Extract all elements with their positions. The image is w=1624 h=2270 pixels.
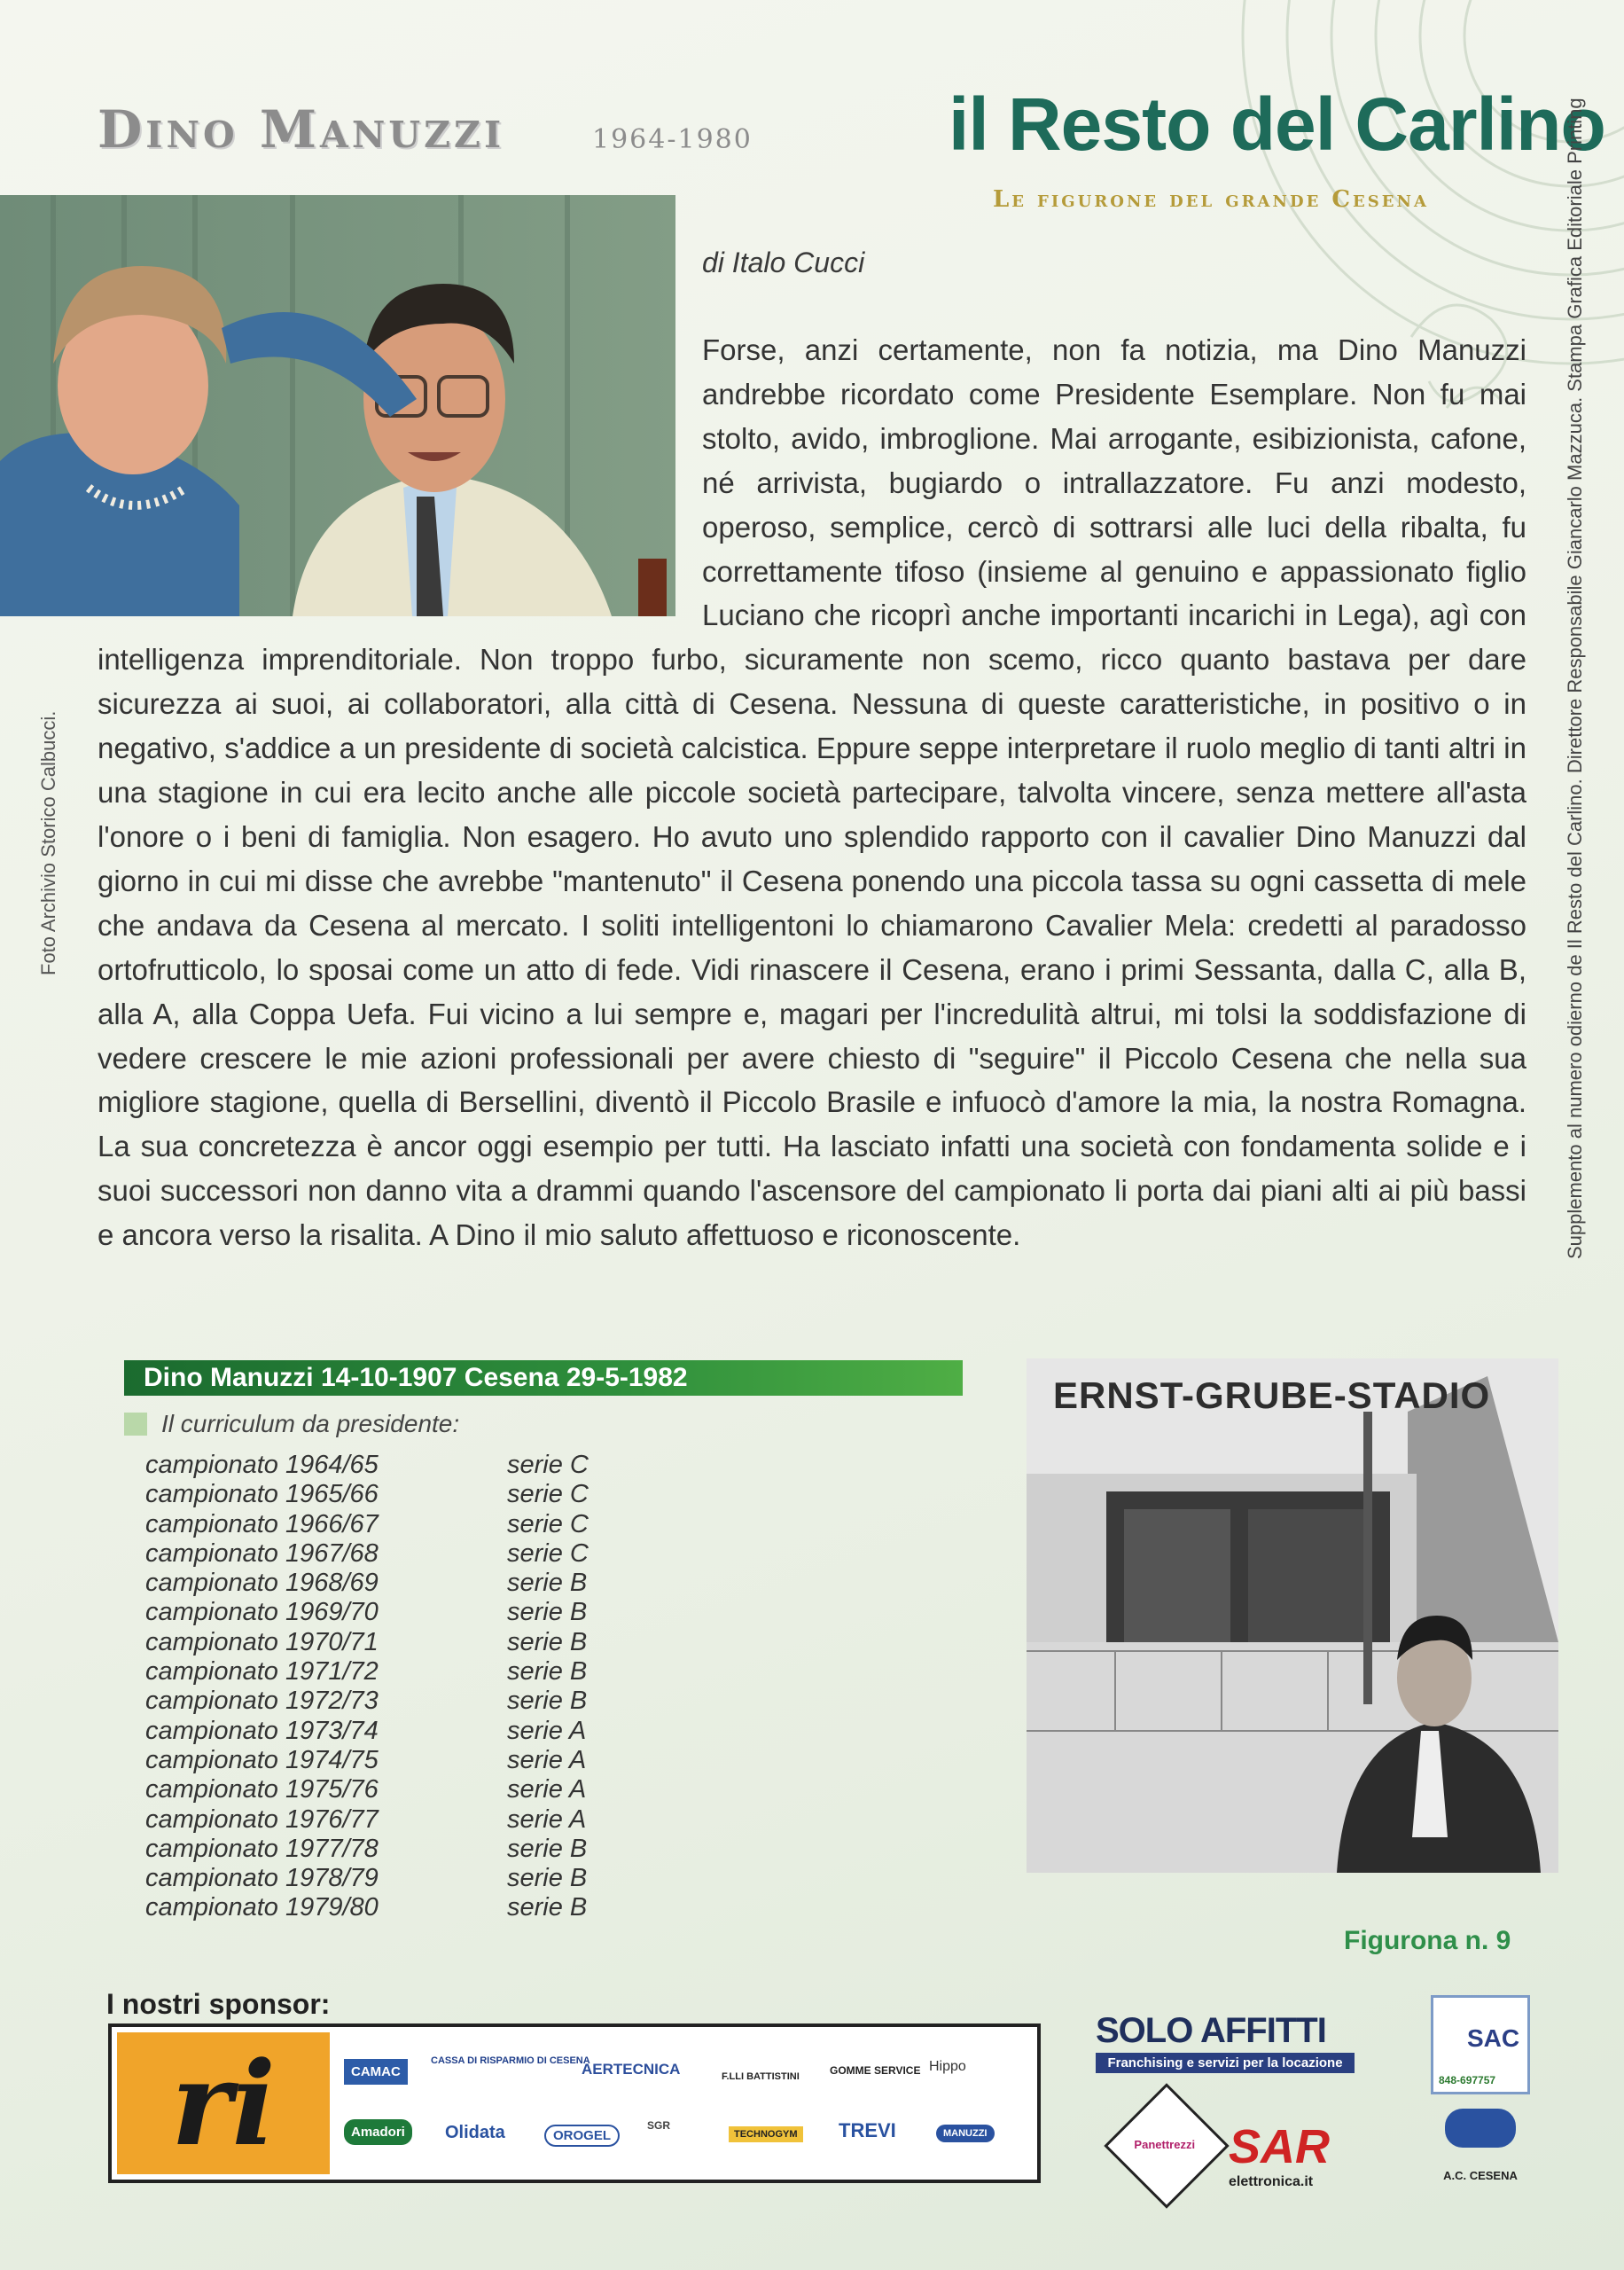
page-years: 1964-1980 <box>592 124 753 155</box>
bio-bar: Dino Manuzzi 14-10-1907 Cesena 29-5-1982 <box>124 1360 963 1396</box>
list-item: campionato 1976/77 serie A <box>145 1804 587 1834</box>
sar-name: SAR <box>1229 2120 1331 2173</box>
brand-subtitle: Le figurone del grande Cesena <box>993 186 1429 213</box>
curriculum-title <box>124 1410 459 1438</box>
list-item: campionato 1978/79 serie B <box>145 1864 588 1893</box>
page-title: Dino Manuzzi <box>98 99 505 160</box>
panettrezzi-logo <box>1104 2083 1229 2208</box>
ri-logo: ri <box>117 2032 330 2174</box>
cassa-risparmio-logo: CASSA DI RISPARMIO DI CESENA <box>431 2055 590 2066</box>
list-item: campionato 1966/67 serie C <box>145 1509 589 1538</box>
sac-name: SAC <box>1467 2024 1520 2052</box>
photo-stadium <box>1027 1358 1558 1873</box>
olidata-logo: Olidata <box>445 2123 505 2142</box>
list-item: campionato 1974/75 serie A <box>145 1745 587 1774</box>
sar-logo <box>1229 2119 1349 2190</box>
technogym-logo: TECHNOGYM <box>729 2126 803 2142</box>
article-byline: di Italo Cucci <box>702 247 865 278</box>
aertecnica-logo: AERTECNICA <box>582 2061 681 2078</box>
curriculum-title-text: Il curriculum da presidente: <box>161 1410 460 1437</box>
article-body <box>98 328 1526 1257</box>
ac-cesena-logo <box>1427 2109 1534 2194</box>
list-item: campionato 1969/70 serie B <box>145 1598 588 1627</box>
curriculum-list <box>145 1451 589 1923</box>
gomme-service-logo: GOMME SERVICE <box>830 2064 921 2077</box>
list-item: campionato 1967/68 serie C <box>145 1538 589 1568</box>
sac-tel: 848-697757 <box>1439 2074 1496 2086</box>
list-item: campionato 1973/74 serie A <box>145 1716 587 1745</box>
sar-sub: elettronica.it <box>1229 2174 1314 2189</box>
amadori-logo: Amadori <box>344 2119 412 2145</box>
list-item: campionato 1977/78 serie B <box>145 1834 588 1863</box>
hippo-logo: Hippo <box>929 2059 966 2074</box>
list-item: campionato 1972/73 serie B <box>145 1687 588 1716</box>
side-credit-left: Foto Archivio Storico Calbucci. <box>37 710 59 975</box>
sac-logo <box>1431 1995 1530 2094</box>
figurona-number: Figurona n. 9 <box>1344 1926 1511 1955</box>
list-item: campionato 1975/76 serie A <box>145 1775 587 1804</box>
stadium-sign: ERNST-GRUBE-STADIO <box>1053 1374 1491 1416</box>
camac-logo: CAMAC <box>344 2059 408 2085</box>
side-credit-right: Supplemento al numero odierno de Il Resto del Carlino. Direttore Responsabile Giancarlo Mazzuca. Stampa Grafica Editoriale Printing <box>1564 98 1586 1259</box>
ac-cesena-badge <box>1445 2109 1516 2148</box>
solo-affitti-name: SOLO AFFITTI <box>1096 2011 1326 2050</box>
solo-affitti-sub: Franchising e servizi per la locazione <box>1096 2053 1355 2073</box>
battistini-logo: F.LLI BATTISTINI <box>722 2071 800 2082</box>
solo-affitti-logo <box>1096 2011 1355 2073</box>
sponsor-box <box>108 2023 1041 2183</box>
article-body-text: Forse, anzi certamente, non fa notizia, ma Dino Manuzzi andrebbe ricordato come Presidente Esemplare. Non fu mai stolto, avido, imbroglione. Mai arrogante, esibizionista, cafone, né arrivista, bugiardo o intrallazzatore. Fu anzi modesto, operoso, semplice, cercò di sottrarsi alle luci della ribalta, fu correttamente tifoso (insieme al genuino e appassionato figlio Luciano che ricoprì anche importanti incarichi in Lega), agì con intelligenza imprenditoriale. Non troppo furbo, sicuramente non scemo, ricco quanto bastava per dare sicurezza ai suoi, ai collaboratori, alla città di Cesena. Nessuna di queste caratteristiche, in positivo o in negativo, s'addice a un presidente di società calcistica. Eppure seppe interpretare il ruolo meglio di tanti altri in una stagione in cui era lecito anche alle piccole società partecipare, talvolta vincere, senza mettere all'asta l'onore o i beni di famiglia. Non esagero. Ho avuto uno splendido rapporto con il cavalier Dino Manuzzi dal giorno in cui mi disse che avrebbe "mantenuto" il Cesena ponendo una piccola tassa su ogni cassetta di mele che andava da Cesena al mercato. I soliti intelligentoni lo chiamarono Cavalier Mela: credetti al paradosso ortofrutticolo, lo sposai come un atto di fede. Vidi rinascere il Cesena, erano i primi Sessanta, dalla C, alla B, alla A, alla Coppa Uefa. Fui vicino a lui sempre e, magari per l'incredulità altrui, mi tolsi la soddisfazione di vedere crescere le mie azioni professionali per avere chiesto di "seguire" il Piccolo Cesena che nella sua migliore stagione, quella di Bersellini, diventò il Piccolo Brasile e infuocò d'amore la mia, la nostra Romagna. La sua concretezza è ancor oggi esempio per tutti. Ha lasciato infatti una società con fondamenta solide e i suoi successori non danno vita a drammi quando l'ascensore del campionato li porta dai piani alti ai più bassi e ancora verso la risalita. A Dino il mio saluto affettuoso e riconoscente. <box>98 333 1526 1252</box>
trevi-logo: TREVI <box>839 2119 896 2141</box>
list-item: campionato 1979/80 serie B <box>145 1893 588 1922</box>
manuzzi-logo: MANUZZI <box>936 2125 995 2142</box>
bullet-square-icon <box>124 1413 147 1436</box>
list-item: campionato 1965/66 serie C <box>145 1480 589 1509</box>
sponsors-title: I nostri sponsor: <box>106 1988 331 2020</box>
brand-logo <box>949 82 1605 168</box>
ac-cesena-text: A.C. CESENA <box>1443 2169 1518 2182</box>
list-item: campionato 1971/72 serie B <box>145 1657 588 1687</box>
panettrezzi-text: Panettrezzi <box>1134 2137 1196 2151</box>
list-item: campionato 1964/65 serie C <box>145 1451 589 1479</box>
orogel-logo: OROGEL <box>544 2125 620 2147</box>
sgr-logo: SGR <box>647 2119 671 2132</box>
list-item: campionato 1968/69 serie B <box>145 1569 588 1598</box>
brand-name: il Resto del Carlino <box>949 82 1605 166</box>
list-item: campionato 1970/71 serie B <box>145 1627 588 1656</box>
